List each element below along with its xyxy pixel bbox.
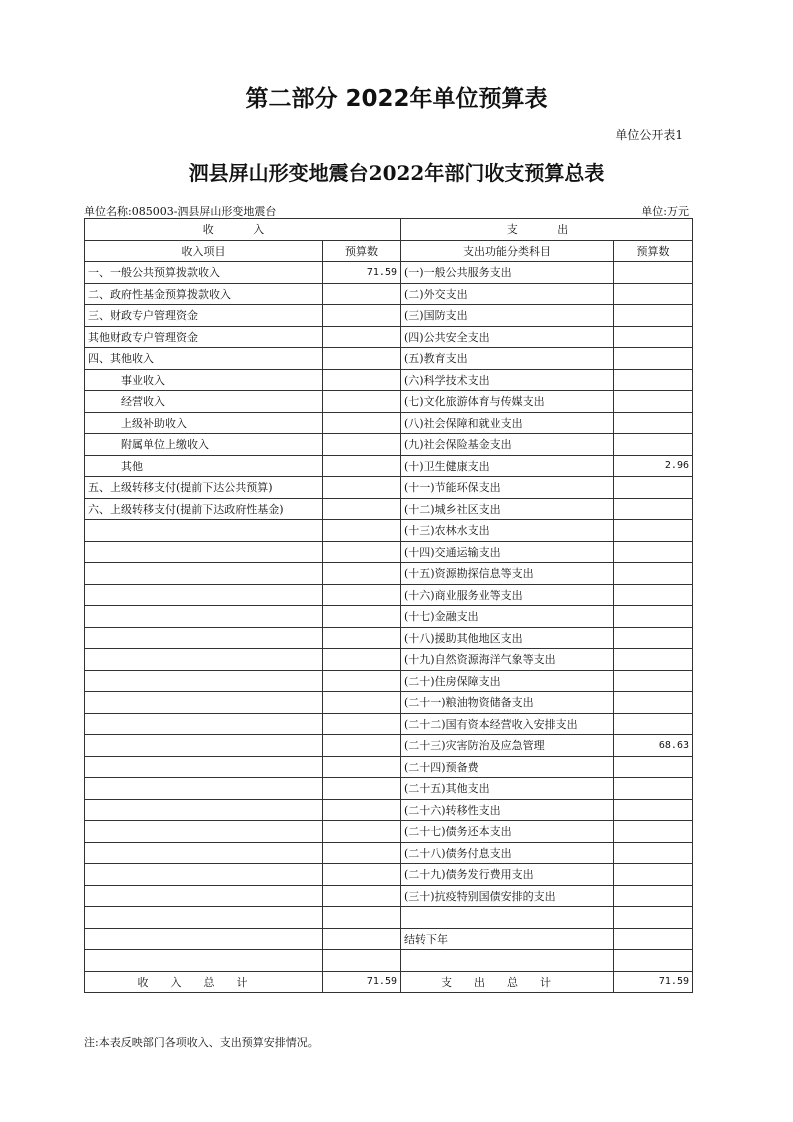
table-row [85, 756, 693, 778]
expense-amount-cell [614, 713, 693, 735]
table-row [85, 713, 693, 735]
table-row [85, 305, 693, 327]
expense-item-cell: (四)公共安全支出 [401, 326, 614, 348]
expense-amount-cell [614, 907, 693, 929]
total-row [85, 971, 693, 993]
income-item-cell: 上级补助收入 [85, 412, 323, 434]
income-amount-cell [323, 520, 401, 542]
income-amount-cell [323, 434, 401, 456]
part-title: 第二部分 2022年单位预算表 [245, 86, 548, 112]
income-item-cell [85, 520, 323, 542]
expense-amount-cell [614, 627, 693, 649]
income-amount-cell [323, 670, 401, 692]
income-item-cell [85, 821, 323, 843]
income-group-header: 收 入 [85, 219, 401, 241]
income-amount-cell [323, 498, 401, 520]
expense-item-cell: (五)教育支出 [401, 348, 614, 370]
table-row [85, 842, 693, 864]
table-row [85, 864, 693, 886]
table-number: 单位公开表1 [615, 128, 683, 142]
expense-item-cell: (十三)农林水支出 [401, 520, 614, 542]
expense-amount-cell [614, 262, 693, 284]
table-row [85, 584, 693, 606]
income-item-cell [85, 541, 323, 563]
expense-item-cell: (三十)抗疫特别国债安排的支出 [401, 885, 614, 907]
income-item-cell [85, 735, 323, 757]
expense-item-cell: (二十七)债务还本支出 [401, 821, 614, 843]
table-row [85, 606, 693, 628]
unit-label: 单位:万元 [641, 205, 689, 218]
expense-amount-cell [614, 821, 693, 843]
income-amount-cell [323, 348, 401, 370]
table-row [85, 950, 693, 972]
table-row [85, 262, 693, 284]
expense-item-cell: (二十)住房保障支出 [401, 670, 614, 692]
expense-item-cell: (十六)商业服务业等支出 [401, 584, 614, 606]
expense-item-cell: (十一)节能环保支出 [401, 477, 614, 499]
expense-item-cell: (三)国防支出 [401, 305, 614, 327]
expense-amount-header: 预算数 [614, 240, 693, 262]
expense-amount-cell [614, 412, 693, 434]
income-item-cell: 三、财政专户管理资金 [85, 305, 323, 327]
income-item-cell [85, 842, 323, 864]
income-amount-cell [323, 713, 401, 735]
expense-item-cell: (一)一般公共服务支出 [401, 262, 614, 284]
expense-amount-cell [614, 778, 693, 800]
expense-amount-cell [614, 606, 693, 628]
table-row [85, 348, 693, 370]
income-item-cell: 二、政府性基金预算拨款收入 [85, 283, 323, 305]
expense-item-cell: (二)外交支出 [401, 283, 614, 305]
income-item-cell [85, 649, 323, 671]
expense-amount-cell [614, 692, 693, 714]
table-row [85, 821, 693, 843]
income-amount-cell [323, 412, 401, 434]
table-row [85, 412, 693, 434]
income-item-cell: 一、一般公共预算拨款收入 [85, 262, 323, 284]
expense-item-cell: (九)社会保险基金支出 [401, 434, 614, 456]
expense-item-cell: (七)文化旅游体育与传媒支出 [401, 391, 614, 413]
expense-amount-cell [614, 928, 693, 950]
income-item-cell [85, 692, 323, 714]
table-row [85, 498, 693, 520]
income-item-cell [85, 885, 323, 907]
table-row [85, 928, 693, 950]
income-amount-cell [323, 283, 401, 305]
expense-amount-cell [614, 885, 693, 907]
expense-amount-cell [614, 799, 693, 821]
page-title: 泗县屏山形变地震台2022年部门收支预算总表 [188, 161, 605, 185]
expense-amount-cell [614, 584, 693, 606]
table-row [85, 692, 693, 714]
income-amount-cell [323, 842, 401, 864]
income-amount-cell [323, 455, 401, 477]
expense-amount-cell: 2.96 [614, 455, 693, 477]
column-header-row [85, 240, 693, 262]
income-amount-cell [323, 541, 401, 563]
income-amount-cell [323, 756, 401, 778]
income-amount-cell [323, 885, 401, 907]
income-item-cell [85, 713, 323, 735]
table-row [85, 627, 693, 649]
income-amount-cell [323, 928, 401, 950]
expense-item-cell: (十七)金融支出 [401, 606, 614, 628]
expense-item-cell [401, 907, 614, 929]
income-amount-cell [323, 391, 401, 413]
income-item-cell: 其他 [85, 455, 323, 477]
expense-amount-cell [614, 649, 693, 671]
table-row [85, 735, 693, 757]
table-row [85, 520, 693, 542]
expense-item-cell: (十四)交通运输支出 [401, 541, 614, 563]
income-amount-cell [323, 477, 401, 499]
expense-amount-cell [614, 670, 693, 692]
table-row [85, 649, 693, 671]
total-expense-label: 支出总计 [401, 971, 614, 993]
expense-item-cell: (十二)城乡社区支出 [401, 498, 614, 520]
expense-amount-cell [614, 541, 693, 563]
expense-item-cell: (二十六)转移性支出 [401, 799, 614, 821]
expense-amount-cell [614, 520, 693, 542]
table-row [85, 283, 693, 305]
expense-item-cell: (二十五)其他支出 [401, 778, 614, 800]
income-item-cell [85, 799, 323, 821]
table-row [85, 541, 693, 563]
table-row [85, 369, 693, 391]
income-item-cell: 经营收入 [85, 391, 323, 413]
income-item-cell [85, 563, 323, 585]
income-item-cell: 其他财政专户管理资金 [85, 326, 323, 348]
expense-item-cell: (二十二)国有资本经营收入安排支出 [401, 713, 614, 735]
expense-amount-cell: 68.63 [614, 735, 693, 757]
income-item-cell: 六、上级转移支付(提前下达政府性基金) [85, 498, 323, 520]
income-amount-cell [323, 649, 401, 671]
table-row [85, 563, 693, 585]
expense-amount-cell [614, 864, 693, 886]
footnote: 注:本表反映部门各项收入、支出预算安排情况。 [84, 1036, 319, 1049]
table-row [85, 885, 693, 907]
income-item-cell: 附属单位上缴收入 [85, 434, 323, 456]
table-row [85, 778, 693, 800]
expense-amount-cell [614, 842, 693, 864]
income-item-cell [85, 670, 323, 692]
expense-item-cell: (十九)自然资源海洋气象等支出 [401, 649, 614, 671]
table-row [85, 907, 693, 929]
income-item-cell: 四、其他收入 [85, 348, 323, 370]
income-amount-cell: 71.59 [323, 262, 401, 284]
income-item-cell [85, 864, 323, 886]
expense-item-cell: (六)科学技术支出 [401, 369, 614, 391]
expense-item-header: 支出功能分类科目 [401, 240, 614, 262]
income-item-header: 收入项目 [85, 240, 323, 262]
expense-amount-cell [614, 369, 693, 391]
income-item-cell [85, 756, 323, 778]
income-item-cell [85, 907, 323, 929]
income-item-cell [85, 606, 323, 628]
table-row [85, 326, 693, 348]
table-row [85, 391, 693, 413]
expense-item-cell: (二十四)预备费 [401, 756, 614, 778]
group-header-row [85, 219, 693, 241]
expense-amount-cell [614, 283, 693, 305]
income-amount-cell [323, 821, 401, 843]
expense-amount-cell [614, 498, 693, 520]
expense-amount-cell [614, 391, 693, 413]
income-amount-header: 预算数 [323, 240, 401, 262]
expense-amount-cell [614, 434, 693, 456]
income-amount-cell [323, 627, 401, 649]
table-row [85, 455, 693, 477]
table-row [85, 670, 693, 692]
income-amount-cell [323, 305, 401, 327]
income-amount-cell [323, 326, 401, 348]
income-item-cell: 事业收入 [85, 369, 323, 391]
expense-amount-cell [614, 305, 693, 327]
income-amount-cell [323, 778, 401, 800]
expense-amount-cell [614, 477, 693, 499]
expense-item-cell [401, 950, 614, 972]
expense-item-cell: (十八)援助其他地区支出 [401, 627, 614, 649]
income-amount-cell [323, 907, 401, 929]
expense-item-cell: (十五)资源勘探信息等支出 [401, 563, 614, 585]
income-item-cell [85, 950, 323, 972]
income-amount-cell [323, 584, 401, 606]
income-amount-cell [323, 735, 401, 757]
expense-item-cell: (二十一)粮油物资储备支出 [401, 692, 614, 714]
income-item-cell: 五、上级转移支付(提前下达公共预算) [85, 477, 323, 499]
income-amount-cell [323, 369, 401, 391]
expense-item-cell: (八)社会保障和就业支出 [401, 412, 614, 434]
income-amount-cell [323, 563, 401, 585]
table-row [85, 477, 693, 499]
expense-amount-cell [614, 348, 693, 370]
expense-item-cell: (二十九)债务发行费用支出 [401, 864, 614, 886]
budget-table [84, 218, 693, 993]
expense-group-header: 支 出 [401, 219, 693, 241]
expense-amount-cell [614, 326, 693, 348]
expense-item-cell: (二十三)灾害防治及应急管理 [401, 735, 614, 757]
unit-name: 单位名称:085003-泗县屏山形变地震台 [84, 205, 277, 218]
expense-item-cell: (十)卫生健康支出 [401, 455, 614, 477]
total-income-amount: 71.59 [323, 971, 401, 993]
income-amount-cell [323, 799, 401, 821]
expense-amount-cell [614, 756, 693, 778]
income-item-cell [85, 627, 323, 649]
expense-item-cell: 结转下年 [401, 928, 614, 950]
total-expense-amount: 71.59 [614, 971, 693, 993]
table-row [85, 799, 693, 821]
expense-item-cell: (二十八)债务付息支出 [401, 842, 614, 864]
income-amount-cell [323, 606, 401, 628]
income-amount-cell [323, 864, 401, 886]
income-item-cell [85, 778, 323, 800]
income-item-cell [85, 928, 323, 950]
table-row [85, 434, 693, 456]
income-item-cell [85, 584, 323, 606]
expense-amount-cell [614, 563, 693, 585]
income-amount-cell [323, 950, 401, 972]
income-amount-cell [323, 692, 401, 714]
total-income-label: 收入总计 [85, 971, 323, 993]
expense-amount-cell [614, 950, 693, 972]
